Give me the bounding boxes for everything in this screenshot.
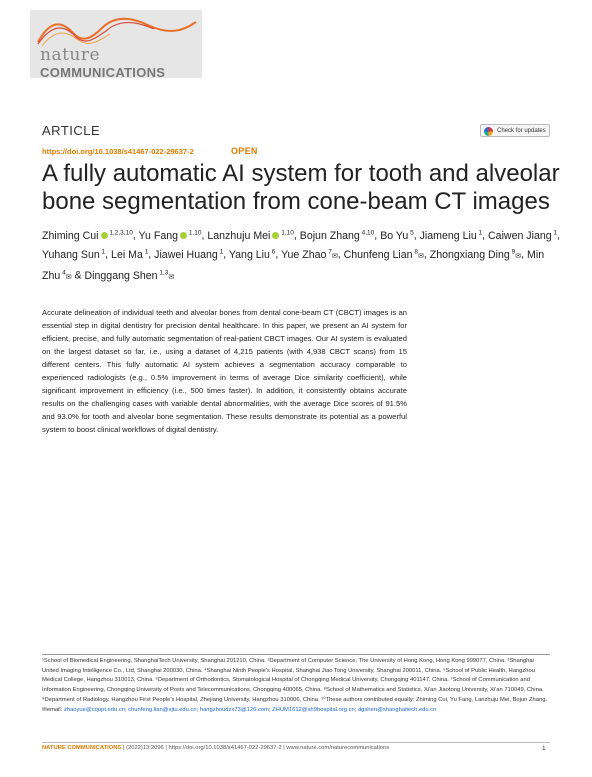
email-list: zhaoyue@cqupt.edu.cn; chunfeng.lian@xjtu.edu.cn; hangzhoudzx73@126.com; ZHUM1612@sh9hospital.org.cn; dgshen@shanghaitech.edu.cn: [63, 706, 437, 713]
author-affiliation-sup: 1,10: [279, 229, 294, 236]
author-affiliation-sup: 1,2,3,10: [107, 229, 133, 236]
author-name[interactable]: Zhongxiang Ding $^9$✉: [429, 248, 522, 261]
abstract: Accurate delineation of individual teeth and alveolar bones from dental cone-beam CT (CBCT) images is an essential step in digital dentistry for precision dental healthcare. In this paper, we present an AI system for efficient, precise, and fully automatic segmentation of real-patient CBCT images. Our AI system is evaluated on the largest dataset so far, i.e., using a dataset of 4,215 patients (with 4,938 CBCT scans) from 15 different centers. This fully automatic AI system achieves a segmentation accuracy comparable to experienced radiologists (e.g., 0.5% improvement in terms of average Dice similarity coefficient), while significant improvement in efficiency (i.e., 500 times faster). In addition, it consistently obtains accurate results on the challenging cases with variable dental abnormalities, with the average Dice scores of 91.5% and 93.0% for tooth and alveolar bone segmentation. These results demonstrate its potential as a powerful system to boost clinical workflows of digital dentistry.: [42, 308, 407, 434]
email-icon[interactable]: ✉: [168, 273, 175, 281]
author-affiliation-sup: 1: [476, 229, 483, 236]
email-link[interactable]: dgshen@shanghaitech.edu.cn: [357, 706, 437, 713]
doi-link[interactable]: https://doi.org/10.1038/s41467-022-29637-2: [42, 147, 194, 156]
affiliations-text: ¹School of Biomedical Engineering, ShanghaiTech University, Shanghai 201210, China. ²Department of Computer Science, The University of Hong Kong, Hong Kong 999077, China. ³Shanghai United Imaging Intelligence Co., Ltd, Shanghai 200030, China. ⁴Shanghai Ninth People's Hospital, Shanghai Jiao Tong University, Shanghai 200011, China. ⁵School of Public Health, Hangzhou Medical College, Hangzhou 310013, China. ⁶Department of Orthodontics, Stomatological Hospital of Chongqing Medical University, Chongqing 401147, China. ⁷School of Communication and Information Engineering, Chongqing University of Posts and Telecommunications, Chongqing 400065, China. ⁸School of Mathematics and Statistics, Xi'an Jiaotong University, Xi'an 710049, China. ⁹Department of Radiology, Hangzhou First People's Hospital, Zhejiang University, Hangzhou 310006, China. ¹⁰These authors contributed equally: Zhiming Cui, Yu Fang, Lanzhuju Mei, Bojun Zhang.: [42, 658, 548, 703]
author-name[interactable]: Min Zhu $^4$✉: [42, 248, 545, 282]
email-icon[interactable]: ✉: [515, 252, 522, 260]
author-name[interactable]: Dinggang Shen $^{1,3}$✉: [84, 269, 175, 282]
author-name[interactable]: Yu Fang $^{1,10}$: [138, 229, 202, 242]
open-access-label: OPEN: [231, 146, 258, 156]
email-link[interactable]: zhaoyue@cqupt.edu.cn: [63, 706, 125, 713]
author-name[interactable]: Yue Zhao $^7$✉: [281, 248, 338, 261]
author-affiliation-sup: 1,10: [187, 229, 202, 236]
orcid-icon[interactable]: [101, 232, 108, 239]
footer-divider: [42, 742, 550, 743]
email-icon[interactable]: ✉: [417, 252, 424, 260]
author-name[interactable]: Bojun Zhang $^{4,10}$: [299, 229, 375, 242]
article-type-label: ARTICLE: [42, 123, 101, 138]
journal-logo: [30, 10, 202, 78]
logo-communications-text: COMMUNICATIONS: [40, 65, 166, 80]
logo-nature-text: nature: [40, 45, 101, 65]
author-affiliation-sup: 7: [326, 248, 332, 256]
author-affiliation-sup: 1: [551, 229, 558, 236]
orcid-icon[interactable]: [180, 232, 187, 239]
author-name[interactable]: Zhiming Cui $^{1,2,3,10}$: [42, 229, 133, 242]
author-affiliation-sup: 1: [99, 248, 106, 256]
author-name[interactable]: Yuhang Sun $^1$: [42, 248, 106, 261]
article-title: A fully automatic AI system for tooth and alveolar bone segmentation from cone-beam CT images: [42, 160, 560, 215]
email-icon[interactable]: ✉: [65, 273, 72, 281]
author-affiliation-sup: 1,3: [157, 269, 169, 277]
author-affiliation-sup: 9: [509, 248, 516, 256]
author-list: Zhiming Cui $^{1,2,3,10}$, Yu Fang $^{1,10}$, Lanzhuju Mei $^{1,10}$, Bojun Zhang $^{4,10}$, Bo Yu $^5$, Jiameng Liu $^1$, Caiwen Jiang $^1$, Yuhang Sun $^1$, Lei Ma $^1$, Jiawei Huang $^1$, Yang Liu $^6$, Yue Zhao $^7$✉, Chunfeng Lian $^8$✉, Zhongxiang Ding $^9$✉, Min Zhu $^4$✉ & Dinggang Shen $^{1,3}$✉: [42, 229, 561, 282]
author-name[interactable]: Bo Yu $^5$: [380, 229, 414, 242]
email-link[interactable]: chunfeng.lian@xjtu.edu.cn: [128, 706, 197, 713]
author-name[interactable]: Lanzhuju Mei $^{1,10}$: [207, 229, 294, 242]
affiliations-footnote: [42, 657, 550, 715]
email-icon[interactable]: ✉: [331, 252, 338, 260]
page-number: 1: [542, 745, 546, 752]
footer-citation: | (2022)13:2096 | https://doi.org/10.1038/s41467-022-29637-2 | www.nature.com/naturecommunications: [122, 745, 390, 751]
author-name[interactable]: Jiameng Liu $^1$: [419, 229, 483, 242]
email-label: ✉email:: [42, 706, 63, 713]
author-affiliation-sup: 1: [217, 248, 224, 256]
author-name[interactable]: Yang Liu $^6$: [228, 248, 276, 261]
author-affiliation-sup: 4,10: [359, 229, 375, 236]
author-affiliation-sup: 8: [412, 248, 418, 256]
author-name[interactable]: Lei Ma $^1$: [111, 248, 149, 261]
author-name[interactable]: Chunfeng Lian $^8$✉: [343, 248, 424, 261]
email-link[interactable]: ZHUM1612@sh9hospital.org.cn: [272, 706, 355, 713]
footer-journal-name: NATURE COMMUNICATIONS: [42, 745, 122, 751]
check-for-updates-button[interactable]: [480, 124, 550, 137]
footnote-divider: [42, 654, 550, 655]
logo-wave-icon: [30, 10, 202, 50]
author-affiliation-sup: 6: [269, 248, 276, 256]
crossmark-icon: [484, 127, 493, 136]
author-affiliation-sup: 4: [60, 269, 66, 277]
author-name[interactable]: Jiawei Huang $^1$: [154, 248, 224, 261]
author-name[interactable]: Caiwen Jiang $^1$: [488, 229, 558, 242]
author-affiliation-sup: 5: [408, 229, 414, 236]
author-affiliation-sup: 1: [142, 248, 149, 256]
page-footer: [42, 745, 389, 751]
email-link[interactable]: hangzhoudzx73@126.com: [199, 706, 269, 713]
check-for-updates-label: Check for updates: [497, 128, 546, 134]
